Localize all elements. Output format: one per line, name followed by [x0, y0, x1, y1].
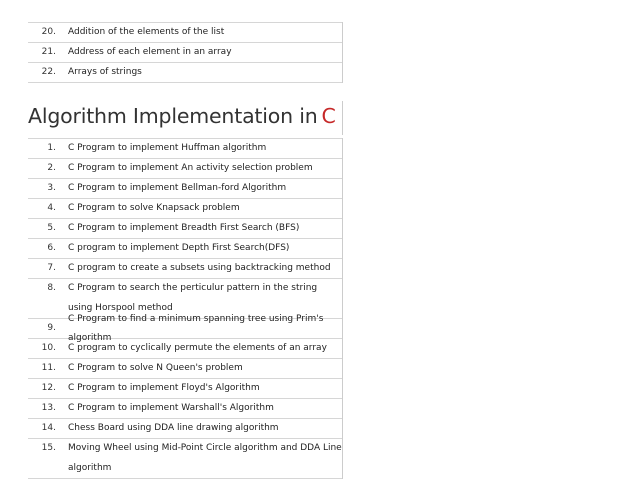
list-item — [28, 378, 342, 398]
list-item — [28, 398, 342, 418]
list-item — [28, 418, 342, 438]
list-item — [28, 158, 342, 178]
section-language: C — [321, 104, 336, 128]
item-number: 6. — [47, 243, 56, 253]
list-item — [28, 438, 342, 479]
list-item — [28, 238, 342, 258]
item-number: 21. — [41, 47, 56, 57]
item-text: C Program to implement An activity selection problem — [68, 163, 313, 173]
item-text: C Program to implement Huffman algorithm — [68, 143, 267, 153]
item-text: C Program to implement Floyd's Algorithm — [68, 383, 260, 393]
item-text: C Program to search the perticulur pattern in the string using Horspool method — [68, 283, 318, 313]
item-text: C Program to find a minimum spanning tree using Prim's algorithm — [68, 313, 324, 343]
item-number: 3. — [47, 183, 56, 193]
item-number: 11. — [41, 363, 56, 373]
item-text: C program to create a subsets using backtracking method — [68, 263, 331, 273]
list-item — [28, 313, 342, 343]
item-text: C program to implement Depth First Search(DFS) — [68, 243, 290, 253]
list-item — [28, 338, 342, 358]
item-number: 12. — [41, 383, 56, 393]
list-item — [28, 138, 342, 158]
item-number: 10. — [41, 343, 56, 353]
item-number: 2. — [47, 163, 56, 173]
section-title: Algorithm Implementation in — [28, 104, 318, 128]
list-item — [28, 178, 342, 198]
item-text: Address of each element in an array — [68, 47, 232, 57]
algorithm-list — [28, 138, 343, 479]
item-number: 13. — [41, 403, 56, 413]
item-text: C Program to implement Breadth First Search (BFS) — [68, 223, 300, 233]
item-text: C Program to solve Knapsack problem — [68, 203, 240, 213]
list-item — [28, 62, 342, 83]
item-text: Chess Board using DDA line drawing algorithm — [68, 423, 279, 433]
item-number: 9. — [47, 323, 56, 333]
item-text: C Program to implement Warshall's Algorithm — [68, 403, 274, 413]
item-number: 4. — [47, 203, 56, 213]
item-number: 7. — [47, 263, 56, 273]
item-text: C Program to implement Bellman-ford Algorithm — [68, 183, 287, 193]
list-item — [28, 198, 342, 218]
item-number: 8. — [47, 283, 56, 293]
item-number: 5. — [47, 223, 56, 233]
item-text: Addition of the elements of the list — [68, 27, 225, 37]
list-item — [28, 42, 342, 62]
item-number: 1. — [47, 143, 56, 153]
item-text: Arrays of strings — [68, 67, 142, 77]
section-heading — [28, 101, 343, 135]
item-number: 14. — [41, 423, 56, 433]
top-list — [28, 22, 343, 83]
list-item — [28, 22, 342, 42]
item-text: C program to cyclically permute the elements of an array — [68, 343, 327, 353]
item-number: 22. — [41, 67, 56, 77]
list-item — [28, 258, 342, 278]
item-text: C Program to solve N Queen's problem — [68, 363, 243, 373]
list-item — [28, 218, 342, 238]
list-item — [28, 358, 342, 378]
item-text: Moving Wheel using Mid-Point Circle algorithm and DDA Line algorithm — [68, 443, 342, 473]
item-number: 20. — [41, 27, 56, 37]
item-number: 15. — [41, 443, 56, 453]
